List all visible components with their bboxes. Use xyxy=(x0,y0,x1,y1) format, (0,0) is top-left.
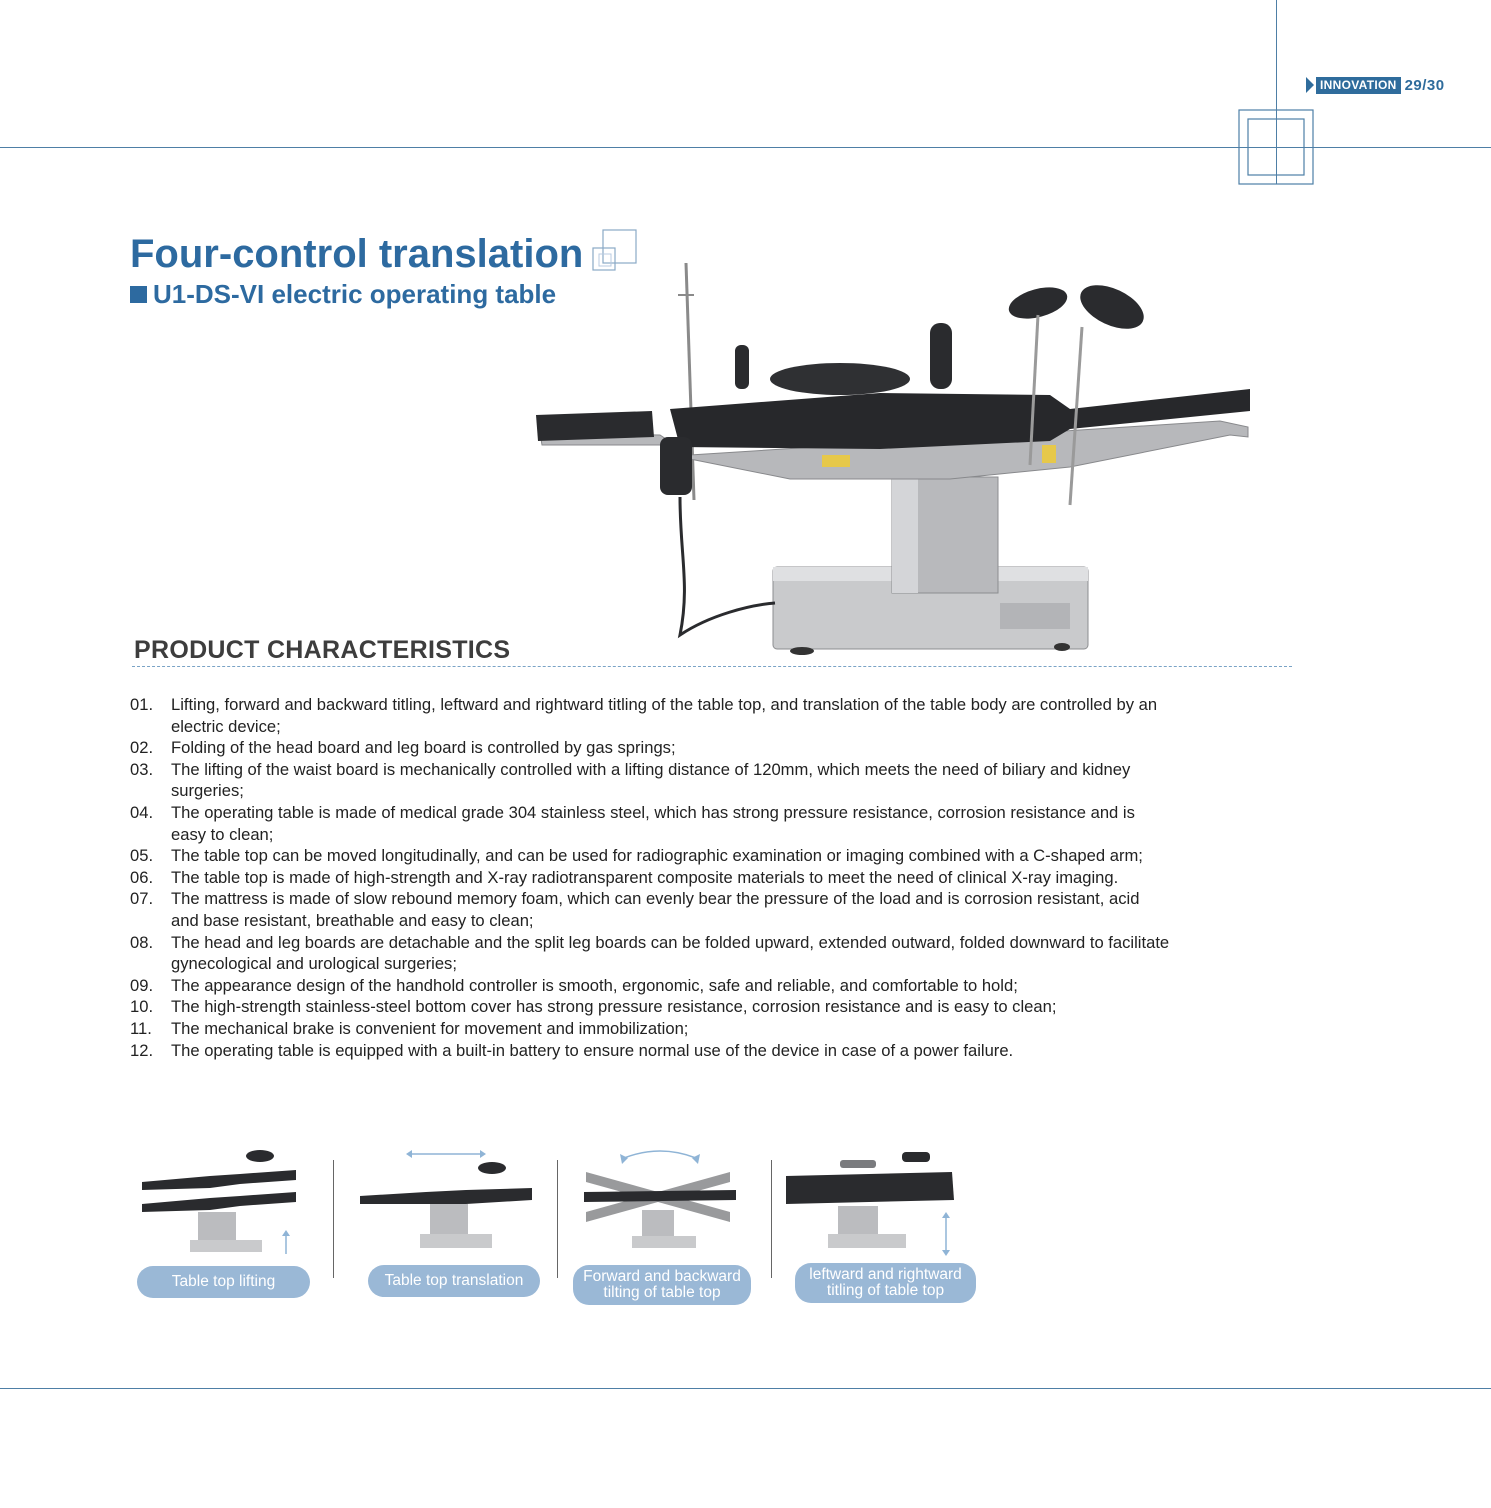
feature-label-text-line2: titling of table top xyxy=(826,1282,945,1299)
item-text: Folding of the head board and leg board is controlled by gas springs; xyxy=(171,738,676,758)
list-item xyxy=(130,1018,1170,1040)
list-item xyxy=(130,975,1170,997)
list-item xyxy=(130,845,1170,867)
table-translation-thumbnail xyxy=(356,1146,538,1258)
subtitle-square-icon xyxy=(130,286,147,303)
table-left-right-tilt-thumbnail xyxy=(784,1140,956,1258)
item-text: The table top is made of high-strength and X-ray radiotransparent composite materials to meet the need of clinical X-ray imaging. xyxy=(171,867,1119,887)
badge-arrow-icon xyxy=(1306,77,1314,93)
table-lifting-thumbnail xyxy=(140,1146,305,1258)
page-title: Four-control translation xyxy=(130,232,584,276)
characteristics-list xyxy=(130,694,1170,1061)
list-item xyxy=(130,694,1170,737)
item-text: The head and leg boards are detachable and the split leg boards can be folded upward, extended outward, folded downward to facilitate gynecological and urological surgeries; xyxy=(171,932,1170,974)
feature-label-text: leftward and rightward xyxy=(809,1266,962,1283)
list-item xyxy=(130,867,1170,889)
subtitle-text: U1-DS-VI electric operating table xyxy=(153,279,557,309)
item-number: 06. xyxy=(130,867,154,887)
operating-table-photo xyxy=(530,255,1260,665)
brand-tag: INNOVATION xyxy=(1316,77,1401,94)
list-item xyxy=(130,888,1170,931)
feature-label-text: Table top translation xyxy=(384,1272,524,1289)
item-text: The mechanical brake is convenient for movement and immobilization; xyxy=(171,1018,689,1038)
table-forward-backward-tilt-thumbnail xyxy=(580,1142,740,1254)
list-item xyxy=(130,1040,1170,1062)
item-text: The appearance design of the handhold controller is smooth, ergonomic, safe and reliable, and comfortable to hold; xyxy=(171,975,1018,995)
list-item xyxy=(130,802,1170,845)
feature-label-table-lifting xyxy=(137,1266,310,1298)
item-text: The operating table is made of medical grade 304 stainless steel, which has strong pressure resistance, corrosion resistance and is easy to clean; xyxy=(171,802,1135,844)
feature-separator xyxy=(557,1160,558,1278)
item-number: 10. xyxy=(130,997,154,1017)
item-number: 08. xyxy=(130,932,154,952)
list-item xyxy=(130,759,1170,802)
item-text: Lifting, forward and backward titling, leftward and rightward titling of the table top, and translation of the table body are controlled by an electric device; xyxy=(171,695,1158,736)
feature-label-left-right-tilt xyxy=(795,1263,976,1303)
item-text: The table top can be moved longitudinally, and can be used for radiographic examination or imaging combined with a C-shaped arm; xyxy=(171,846,1143,866)
item-number: 02. xyxy=(130,738,154,758)
feature-separator xyxy=(333,1160,334,1278)
item-number: 05. xyxy=(130,846,154,866)
item-text: The operating table is equipped with a built-in battery to ensure normal use of the device in case of a power failure. xyxy=(171,1040,1014,1060)
feature-label-text-line2: tilting of table top xyxy=(603,1284,721,1301)
list-item xyxy=(130,996,1170,1018)
item-text: The lifting of the waist board is mechanically controlled with a lifting distance of 120mm, which meets the need of biliary and kidney surgeries; xyxy=(171,759,1131,801)
bottom-rule xyxy=(0,1388,1491,1389)
list-item xyxy=(130,932,1170,975)
item-number: 11. xyxy=(130,1018,152,1038)
list-item xyxy=(130,737,1170,759)
page-badge xyxy=(1306,76,1445,94)
dashed-divider xyxy=(132,666,1292,667)
page-subtitle xyxy=(130,278,556,310)
item-number: 03. xyxy=(130,759,154,779)
feature-label-text: Forward and backward xyxy=(583,1268,741,1285)
item-number: 04. xyxy=(130,802,154,822)
section-heading: PRODUCT CHARACTERISTICS xyxy=(134,636,511,664)
corner-square-ornament xyxy=(1234,106,1318,188)
feature-label-text: Table top lifting xyxy=(171,1273,276,1290)
item-number: 01. xyxy=(130,695,154,714)
item-number: 09. xyxy=(130,975,154,995)
item-number: 12. xyxy=(130,1040,154,1060)
item-number: 07. xyxy=(130,889,154,909)
feature-separator xyxy=(771,1160,772,1278)
feature-label-table-translation xyxy=(368,1265,540,1297)
item-text: The high-strength stainless-steel bottom cover has strong pressure resistance, corrosion resistance and is easy to clean; xyxy=(171,997,1057,1017)
item-text: The mattress is made of slow rebound memory foam, which can evenly bear the pressure of the load and is corrosion resistant, acid and base resistant, breathable and easy to clean; xyxy=(171,889,1140,930)
page-number: 29/30 xyxy=(1404,76,1445,94)
feature-label-forward-backward-tilt xyxy=(573,1265,751,1305)
